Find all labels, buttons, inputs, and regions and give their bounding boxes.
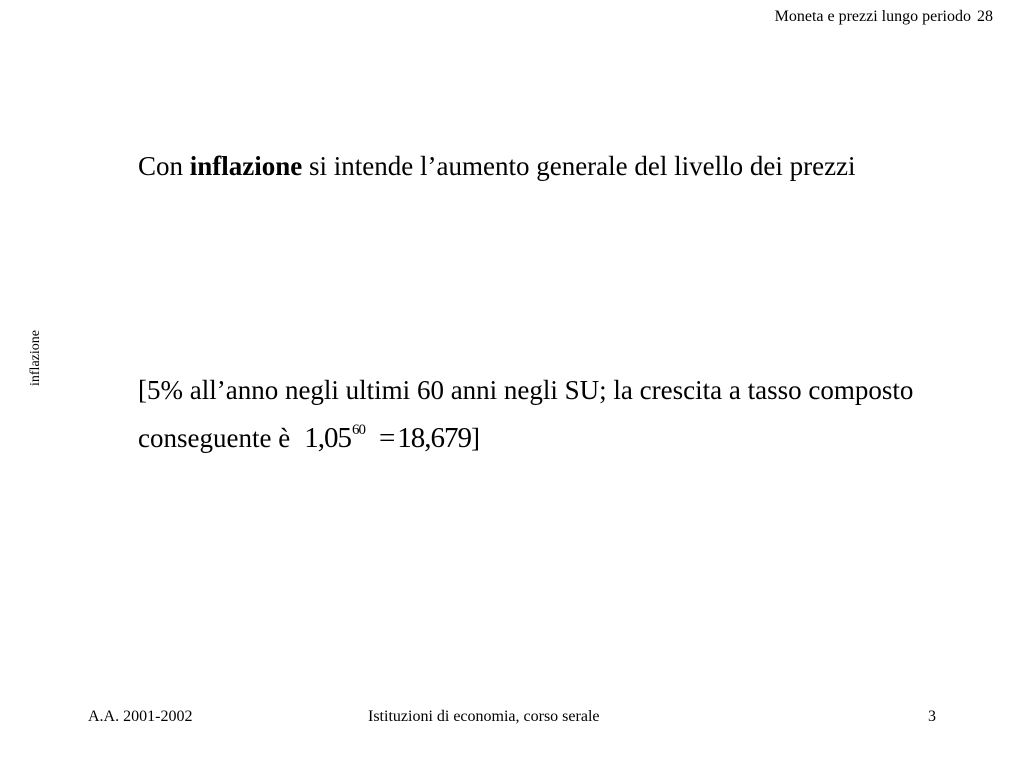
formula-result: 18,679: [397, 422, 472, 454]
header-page-number: 28: [977, 8, 993, 25]
header-title: Moneta e prezzi lungo periodo: [774, 8, 971, 25]
definition-lead: Con: [138, 151, 190, 181]
formula-base: 1,05: [304, 422, 351, 454]
footer-slide-number: 3: [928, 708, 936, 725]
side-section-label: inflazione: [28, 330, 43, 386]
footer-academic-year: A.A. 2001-2002: [88, 708, 193, 725]
example-closing-bracket: ]: [471, 423, 481, 453]
definition-paragraph: [138, 146, 918, 186]
footer-course-title: Istituzioni di economia, corso serale: [368, 708, 600, 725]
definition-rest: si intende l’aumento generale del livello dei prezzi: [302, 151, 856, 181]
formula-exponent: 60: [351, 422, 365, 438]
compound-growth-formula: [304, 410, 471, 458]
formula-equals: =: [378, 422, 395, 454]
slide-header: [775, 8, 993, 26]
example-paragraph: [138, 370, 918, 458]
example-text: [5% all’anno negli ultimi 60 anni negli SU; la crescita a tasso composto conseguente è: [138, 375, 914, 453]
definition-term: inflazione: [189, 151, 303, 181]
